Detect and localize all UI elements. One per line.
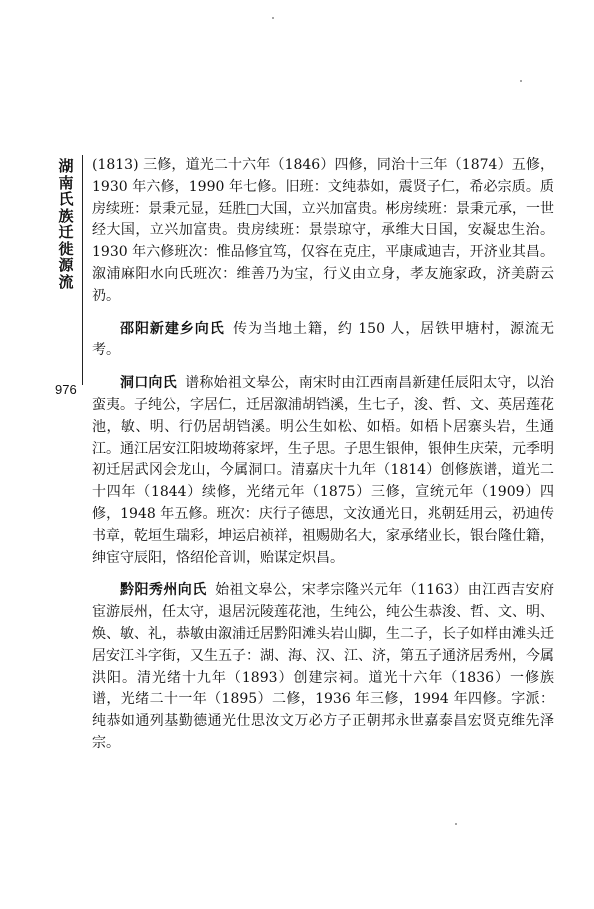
section-heading: 邵阳新建乡向氏 <box>120 320 225 337</box>
margin-rule <box>82 155 83 385</box>
paragraph-text: 谱称始祖文皋公，南宋时由江西南昌新建任辰阳太守，以治蛮夷。子纯公，字居仁，迁居溆浦胡铛溪，生七子，浚、哲、文、英居莲花池，敏、明、行仍居胡铛溪。明公生如松、如梧。如梧卜居寨头岩，生通江。通江居安江阳坡坳蒋家坪，生子思。子思生银伸，银伸生庆荣，元季明初迁居武冈会龙山，今属洞口。清嘉庆十九年（1814）创修族谱，道光二十四年（1844）续修，光绪元年（1875）三修，宣统元年（1909）四修，1948 年五修。班次：庆行子德思，文汝通光日，兆朝廷用云，礽迪传书章，乾垣生瑞彩，坤运启祯祥，祖赐勋名大，家承绪业长，银台隆仕籍，绅宦守辰阳，恪绍伦音训，贻谋定炽昌。 <box>92 375 555 566</box>
scan-speck <box>272 17 274 19</box>
section-heading: 黔阳秀州向氏 <box>120 582 207 599</box>
body-text <box>92 155 554 766</box>
section-heading: 洞口向氏 <box>120 375 177 392</box>
paragraph-continuation <box>92 155 554 308</box>
scan-speck <box>520 80 522 82</box>
paragraph-qianyang <box>92 580 554 754</box>
running-title: 湖南氏族迁徙源流 <box>58 157 74 291</box>
scan-speck <box>455 823 457 825</box>
paragraph-dongkou <box>92 373 554 569</box>
page-number: 976 <box>55 382 77 397</box>
paragraph-text: 始祖文皋公，宋孝宗隆兴元年（1163）由江西吉安府宦游辰州，任太守，退居沅陵莲花池，生纯公，纯公生恭浚、哲、文、明、焕、敏、礼，恭敏由溆浦迁居黔阳滩头岩山脚，生二子，长子如样由滩头迁居安江斗字街，又生五子：湖、海、汉、江、济，第五子通济居秀州，今属洪阳。清光绪十九年（1893）创建宗祠。道光十六年（1836）一修族谱，光绪二十一年（1895）二修，1936 年三修，1994 年四修。字派：纯恭如通列基勤德通光仕思汝文万必方子正朝邦永世嘉泰昌宏贤克维先泽宗。 <box>92 582 554 751</box>
paragraph-text: 传为当地土籍，约 150 人，居铁甲塘村，源流无考。 <box>92 320 555 359</box>
paragraph-shaoyang <box>92 319 554 363</box>
paragraph-text: (1813) 三修，道光二十六年（1846）四修，同治十三年（1874）五修，1930 年六修，1990 年七修。旧班：文纯恭如，震贤子仁，希必宗质。质房续班：景秉元显，廷胜□大国，立兴加富贵。彬房续班：景秉元承，一世经大国，立兴加富贵。贵房续班：景崇琼守，承维大日国，安凝忠生治。1930 年六修班次：惟品修宜笃，仅容在克庄，平康咸迪吉，开济业其昌。溆浦麻阳水向氏班次：维善乃为宝，行义由立身，孝友施家政，济美蔚云礽。 <box>92 157 554 304</box>
